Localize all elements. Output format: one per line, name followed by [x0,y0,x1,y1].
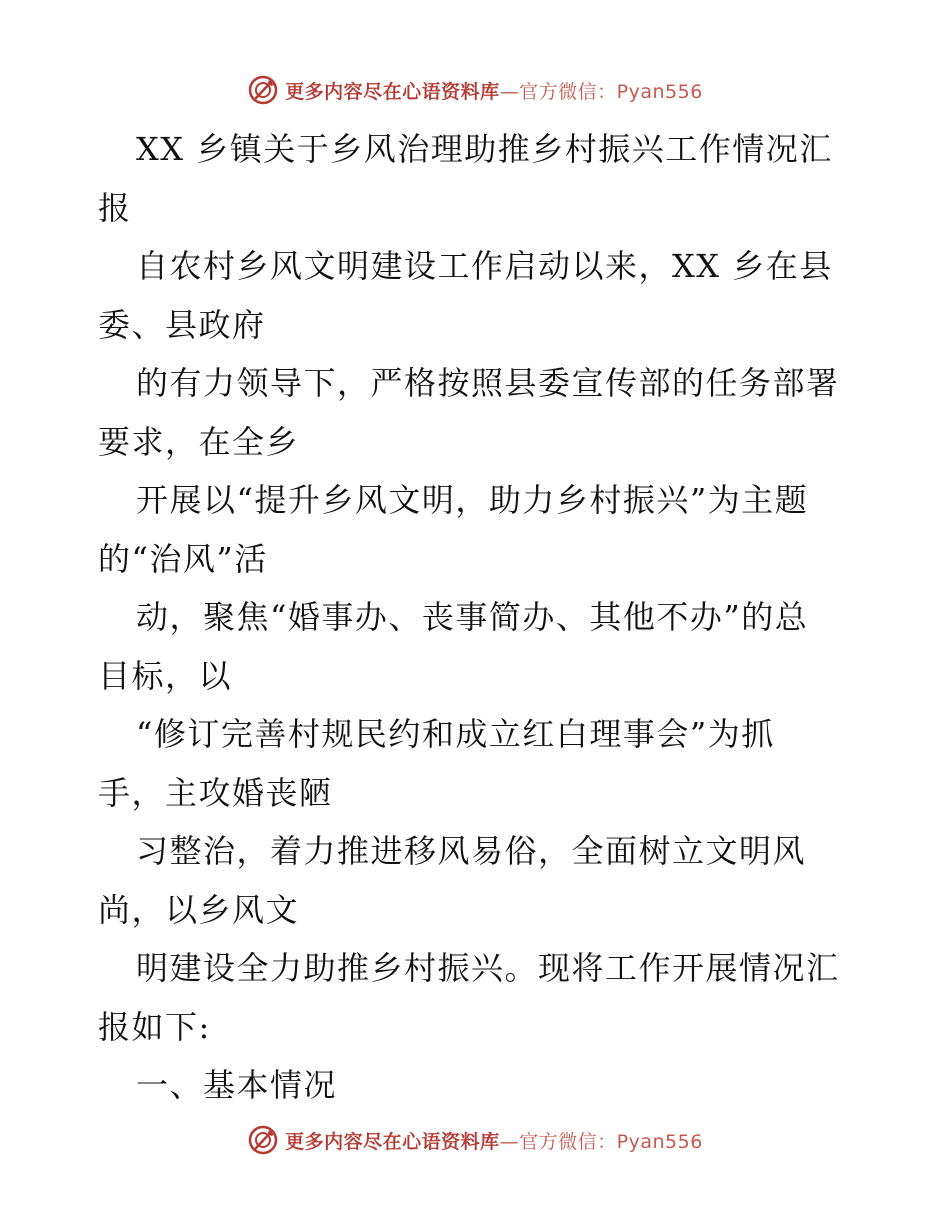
text-line: 自农村乡风文明建设工作启动以来，XX 乡在县 [136,247,833,285]
text-line: 一、基本情况 [136,1066,338,1104]
text-line: 报 [98,188,132,227]
logo-icon [247,1124,279,1156]
text-line: 明建设全力助推乡村振兴。现将工作开展情况汇 [136,949,840,987]
header-watermark-banner [0,70,950,110]
text-line: 委、县政府 [98,305,266,344]
text-line: 的“治风”活 [98,539,268,578]
text-line: 的有力领导下，严格按照县委宣传部的任务部署 [136,364,840,402]
text-line: 习整治，着力推进移风易俗，全面树立文明风 [136,832,807,870]
text-line: 动，聚焦“婚事办、丧事简办、其他不办”的总 [136,598,809,636]
text-line: “修订完善村规民约和成立红白理事会”为抓 [136,715,775,753]
text-line: 开展以“提升乡风文明，助力乡村振兴”为主题 [136,481,809,519]
banner-main-text: 更多内容尽在心语资料库 [285,80,500,103]
text-line: 手，主攻婚丧陋 [98,773,333,812]
footer-watermark-banner [0,1120,950,1160]
text-line: 尚，以乡风文 [98,890,300,929]
logo-icon [247,74,279,106]
text-line: XX 乡镇关于乡风治理助推乡村振兴工作情况汇 [136,130,833,168]
banner-main-text: 更多内容尽在心语资料库 [285,1130,500,1153]
banner-contact-text: —官方微信：Pyan556 [499,80,703,103]
text-line: 目标，以 [98,656,233,695]
document-body [98,120,858,1115]
text-line: 报如下: [98,1007,211,1046]
banner-contact-text: —官方微信：Pyan556 [499,1130,703,1153]
text-line: 要求，在全乡 [98,422,300,461]
